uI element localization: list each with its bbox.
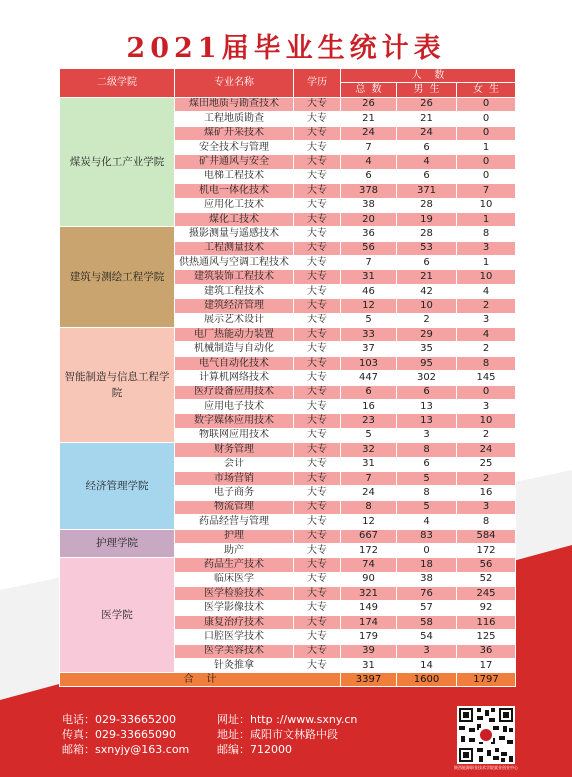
total-cell: 321 — [341, 587, 397, 601]
contact-left — [62, 712, 189, 757]
male-cell: 4 — [397, 515, 457, 529]
male-cell: 6 — [397, 169, 457, 183]
male-cell: 6 — [397, 256, 457, 270]
female-cell: 3 — [457, 399, 516, 413]
degree-cell: 大专 — [294, 630, 341, 644]
female-cell: 125 — [457, 630, 516, 644]
total-cell: 12 — [341, 299, 397, 313]
college-cell: 智能制造与信息工程学院 — [60, 328, 175, 443]
major-cell: 电梯工程技术 — [175, 169, 294, 183]
major-cell: 电子商务 — [175, 486, 294, 500]
total-cell: 103 — [341, 356, 397, 370]
table-body — [60, 97, 516, 673]
male-cell: 6 — [397, 385, 457, 399]
female-cell: 10 — [457, 270, 516, 284]
degree-cell: 大专 — [294, 198, 341, 212]
degree-cell: 大专 — [294, 299, 341, 313]
female-cell: 92 — [457, 601, 516, 615]
male-cell: 6 — [397, 457, 457, 471]
male-cell: 13 — [397, 399, 457, 413]
female-cell: 0 — [457, 126, 516, 140]
total-cell: 23 — [341, 414, 397, 428]
total-cell: 36 — [341, 227, 397, 241]
degree-cell: 大专 — [294, 356, 341, 370]
summary-total: 3397 — [341, 673, 397, 687]
degree-cell: 大专 — [294, 313, 341, 327]
female-cell: 8 — [457, 227, 516, 241]
female-cell: 4 — [457, 328, 516, 342]
total-cell: 667 — [341, 529, 397, 543]
female-cell: 10 — [457, 198, 516, 212]
college-cell: 建筑与测绘工程学院 — [60, 227, 175, 328]
degree-cell: 大专 — [294, 615, 341, 629]
contact-address: 地址：咸阳市文林路中段 — [217, 728, 338, 741]
female-cell: 3 — [457, 500, 516, 514]
total-cell: 31 — [341, 270, 397, 284]
female-cell: 0 — [457, 155, 516, 169]
male-cell: 13 — [397, 414, 457, 428]
qr-caption: 陕西能源职业技术学院就业创业中心 — [454, 765, 518, 770]
degree-cell: 大专 — [294, 572, 341, 586]
female-cell: 1 — [457, 212, 516, 226]
degree-cell: 大专 — [294, 399, 341, 413]
female-cell: 2 — [457, 342, 516, 356]
total-cell: 39 — [341, 644, 397, 658]
major-cell: 应用化工技术 — [175, 198, 294, 212]
contact-right — [217, 712, 357, 757]
total-cell: 6 — [341, 169, 397, 183]
male-cell: 83 — [397, 529, 457, 543]
male-cell: 53 — [397, 241, 457, 255]
major-cell: 药品经营与管理 — [175, 515, 294, 529]
male-cell: 28 — [397, 227, 457, 241]
table-summary — [60, 673, 516, 687]
major-cell: 物联网应用技术 — [175, 428, 294, 442]
total-cell: 46 — [341, 284, 397, 298]
degree-cell: 大专 — [294, 486, 341, 500]
major-cell: 药品生产技术 — [175, 558, 294, 572]
major-cell: 机械制造与自动化 — [175, 342, 294, 356]
major-cell: 建筑工程技术 — [175, 284, 294, 298]
male-cell: 5 — [397, 471, 457, 485]
total-cell: 5 — [341, 313, 397, 327]
header-major: 专业名称 — [175, 69, 294, 98]
total-cell: 179 — [341, 630, 397, 644]
male-cell: 3 — [397, 644, 457, 658]
total-cell: 447 — [341, 371, 397, 385]
female-cell: 8 — [457, 356, 516, 370]
contact-email: 邮箱：sxnyjy@163.com — [62, 743, 190, 756]
female-cell: 24 — [457, 443, 516, 457]
degree-cell: 大专 — [294, 227, 341, 241]
header-count-group: 人 数 — [341, 69, 516, 83]
male-cell: 42 — [397, 284, 457, 298]
college-cell: 经济管理学院 — [60, 443, 175, 529]
degree-cell: 大专 — [294, 112, 341, 126]
major-cell: 展示艺术设计 — [175, 313, 294, 327]
total-cell: 37 — [341, 342, 397, 356]
male-cell: 10 — [397, 299, 457, 313]
male-cell: 5 — [397, 500, 457, 514]
male-cell: 29 — [397, 328, 457, 342]
degree-cell: 大专 — [294, 457, 341, 471]
college-cell: 医学院 — [60, 558, 175, 673]
male-cell: 371 — [397, 184, 457, 198]
total-cell: 26 — [341, 97, 397, 111]
page-title: 2021届毕业生统计表 — [126, 33, 446, 64]
degree-cell: 大专 — [294, 558, 341, 572]
major-cell: 摄影测量与遥感技术 — [175, 227, 294, 241]
male-cell: 28 — [397, 198, 457, 212]
female-cell: 4 — [457, 284, 516, 298]
male-cell: 0 — [397, 543, 457, 557]
male-cell: 57 — [397, 601, 457, 615]
total-cell: 7 — [341, 256, 397, 270]
male-cell: 95 — [397, 356, 457, 370]
total-cell: 12 — [341, 515, 397, 529]
total-cell: 32 — [341, 443, 397, 457]
female-cell: 0 — [457, 169, 516, 183]
female-cell: 116 — [457, 615, 516, 629]
total-cell: 4 — [341, 155, 397, 169]
male-cell: 14 — [397, 659, 457, 673]
degree-cell: 大专 — [294, 529, 341, 543]
degree-cell: 大专 — [294, 385, 341, 399]
total-cell: 56 — [341, 241, 397, 255]
degree-cell: 大专 — [294, 644, 341, 658]
female-cell: 245 — [457, 587, 516, 601]
degree-cell: 大专 — [294, 212, 341, 226]
major-cell: 煤田地质与勘查技术 — [175, 97, 294, 111]
degree-cell: 大专 — [294, 601, 341, 615]
contact-website: 网址：http ://www.sxny.cn — [217, 713, 358, 726]
major-cell: 医学美容技术 — [175, 644, 294, 658]
total-cell: 24 — [341, 126, 397, 140]
female-cell: 0 — [457, 97, 516, 111]
total-cell: 21 — [341, 112, 397, 126]
major-cell: 工程测量技术 — [175, 241, 294, 255]
major-cell: 物流管理 — [175, 500, 294, 514]
major-cell: 临床医学 — [175, 572, 294, 586]
major-cell: 助产 — [175, 543, 294, 557]
major-cell: 煤化工技术 — [175, 212, 294, 226]
total-cell: 7 — [341, 471, 397, 485]
male-cell: 26 — [397, 97, 457, 111]
female-cell: 36 — [457, 644, 516, 658]
female-cell: 25 — [457, 457, 516, 471]
college-cell: 煤炭与化工产业学院 — [60, 97, 175, 227]
female-cell: 2 — [457, 471, 516, 485]
major-cell: 计算机网络技术 — [175, 371, 294, 385]
major-cell: 电厂热能动力装置 — [175, 328, 294, 342]
total-cell: 90 — [341, 572, 397, 586]
qr-code-icon — [457, 706, 515, 764]
male-cell: 54 — [397, 630, 457, 644]
major-cell: 煤矿开采技术 — [175, 126, 294, 140]
male-cell: 8 — [397, 443, 457, 457]
female-cell: 0 — [457, 112, 516, 126]
major-cell: 针灸推拿 — [175, 659, 294, 673]
female-cell: 8 — [457, 515, 516, 529]
major-cell: 医学影像技术 — [175, 601, 294, 615]
degree-cell: 大专 — [294, 543, 341, 557]
major-cell: 护理 — [175, 529, 294, 543]
major-cell: 数字媒体应用技术 — [175, 414, 294, 428]
total-cell: 16 — [341, 399, 397, 413]
male-cell: 6 — [397, 140, 457, 154]
total-cell: 149 — [341, 601, 397, 615]
contact-fax: 传真：029-33665090 — [62, 728, 176, 741]
major-cell: 应用电子技术 — [175, 399, 294, 413]
total-cell: 31 — [341, 659, 397, 673]
header-college: 二级学院 — [60, 69, 175, 98]
degree-cell: 大专 — [294, 428, 341, 442]
header-female: 女 生 — [457, 83, 516, 97]
degree-cell: 大专 — [294, 241, 341, 255]
total-cell: 20 — [341, 212, 397, 226]
female-cell: 3 — [457, 313, 516, 327]
total-cell: 6 — [341, 385, 397, 399]
degree-cell: 大专 — [294, 443, 341, 457]
contact-postcode: 邮编：712000 — [217, 743, 292, 756]
female-cell: 172 — [457, 543, 516, 557]
female-cell: 17 — [457, 659, 516, 673]
male-cell: 58 — [397, 615, 457, 629]
major-cell: 建筑经济管理 — [175, 299, 294, 313]
degree-cell: 大专 — [294, 184, 341, 198]
total-cell: 5 — [341, 428, 397, 442]
major-cell: 安全技术与管理 — [175, 140, 294, 154]
total-cell: 31 — [341, 457, 397, 471]
male-cell: 21 — [397, 112, 457, 126]
major-cell: 电气自动化技术 — [175, 356, 294, 370]
header-degree: 学历 — [294, 69, 341, 98]
total-cell: 74 — [341, 558, 397, 572]
degree-cell: 大专 — [294, 328, 341, 342]
major-cell: 供热通风与空调工程技术 — [175, 256, 294, 270]
total-cell: 33 — [341, 328, 397, 342]
major-cell: 市场营销 — [175, 471, 294, 485]
header-total: 总 数 — [341, 83, 397, 97]
female-cell: 16 — [457, 486, 516, 500]
degree-cell: 大专 — [294, 500, 341, 514]
female-cell: 2 — [457, 299, 516, 313]
table-row — [60, 443, 516, 457]
table-header — [60, 69, 516, 98]
degree-cell: 大专 — [294, 270, 341, 284]
degree-cell: 大专 — [294, 659, 341, 673]
male-cell: 76 — [397, 587, 457, 601]
male-cell: 24 — [397, 126, 457, 140]
total-cell: 174 — [341, 615, 397, 629]
female-cell: 56 — [457, 558, 516, 572]
male-cell: 2 — [397, 313, 457, 327]
major-cell: 口腔医学技术 — [175, 630, 294, 644]
total-cell: 378 — [341, 184, 397, 198]
degree-cell: 大专 — [294, 342, 341, 356]
male-cell: 8 — [397, 486, 457, 500]
graduate-table — [59, 68, 516, 687]
total-cell: 172 — [341, 543, 397, 557]
table-row — [60, 558, 516, 572]
major-cell: 康复治疗技术 — [175, 615, 294, 629]
male-cell: 3 — [397, 428, 457, 442]
female-cell: 0 — [457, 385, 516, 399]
table-row — [60, 328, 516, 342]
female-cell: 1 — [457, 140, 516, 154]
male-cell: 4 — [397, 155, 457, 169]
total-cell: 24 — [341, 486, 397, 500]
summary-female: 1797 — [457, 673, 516, 687]
male-cell: 35 — [397, 342, 457, 356]
summary-row — [60, 673, 516, 687]
major-cell: 工程地质勘查 — [175, 112, 294, 126]
degree-cell: 大专 — [294, 140, 341, 154]
degree-cell: 大专 — [294, 155, 341, 169]
major-cell: 医学检验技术 — [175, 587, 294, 601]
total-cell: 7 — [341, 140, 397, 154]
female-cell: 7 — [457, 184, 516, 198]
degree-cell: 大专 — [294, 371, 341, 385]
male-cell: 21 — [397, 270, 457, 284]
degree-cell: 大专 — [294, 97, 341, 111]
major-cell: 矿井通风与安全 — [175, 155, 294, 169]
female-cell: 1 — [457, 256, 516, 270]
summary-label: 合 计 — [60, 673, 341, 687]
college-cell: 护理学院 — [60, 529, 175, 558]
degree-cell: 大专 — [294, 515, 341, 529]
major-cell: 机电一体化技术 — [175, 184, 294, 198]
contact-phone: 电话：029-33665200 — [62, 713, 176, 726]
male-cell: 19 — [397, 212, 457, 226]
header-male: 男 生 — [397, 83, 457, 97]
female-cell: 2 — [457, 428, 516, 442]
table-row — [60, 227, 516, 241]
table-row — [60, 97, 516, 111]
female-cell: 10 — [457, 414, 516, 428]
male-cell: 38 — [397, 572, 457, 586]
degree-cell: 大专 — [294, 284, 341, 298]
degree-cell: 大专 — [294, 126, 341, 140]
major-cell: 建筑装饰工程技术 — [175, 270, 294, 284]
degree-cell: 大专 — [294, 587, 341, 601]
degree-cell: 大专 — [294, 169, 341, 183]
major-cell: 医疗设备应用技术 — [175, 385, 294, 399]
female-cell: 584 — [457, 529, 516, 543]
male-cell: 302 — [397, 371, 457, 385]
female-cell: 52 — [457, 572, 516, 586]
major-cell: 会计 — [175, 457, 294, 471]
male-cell: 18 — [397, 558, 457, 572]
degree-cell: 大专 — [294, 256, 341, 270]
total-cell: 8 — [341, 500, 397, 514]
degree-cell: 大专 — [294, 471, 341, 485]
major-cell: 财务管理 — [175, 443, 294, 457]
table-row — [60, 529, 516, 543]
total-cell: 38 — [341, 198, 397, 212]
female-cell: 145 — [457, 371, 516, 385]
degree-cell: 大专 — [294, 414, 341, 428]
female-cell: 3 — [457, 241, 516, 255]
summary-male: 1600 — [397, 673, 457, 687]
